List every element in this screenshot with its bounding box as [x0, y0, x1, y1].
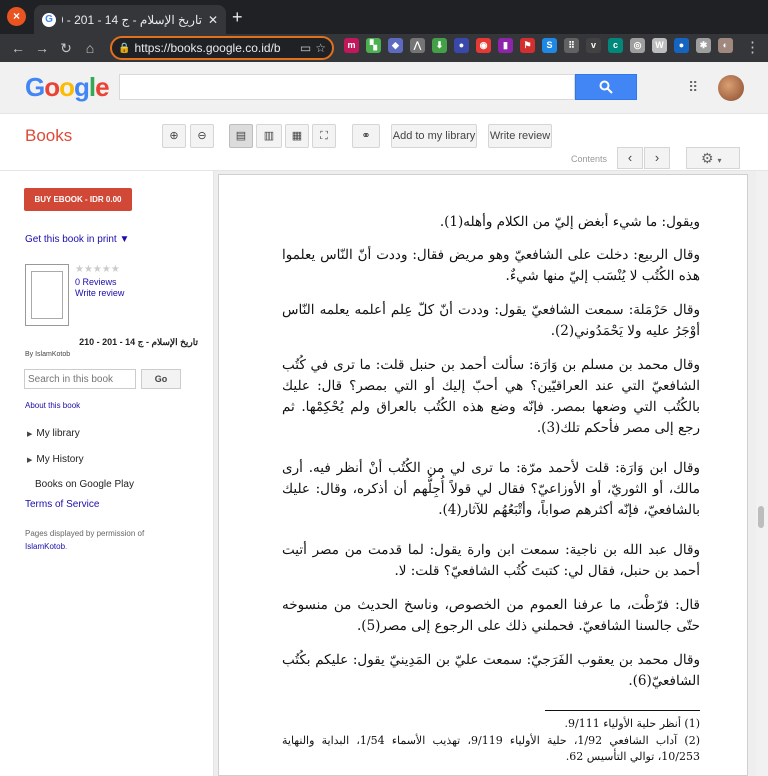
search-icon: [599, 80, 613, 94]
browser-toolbar: [0, 34, 768, 62]
page-paragraph: وقال الربيع: دخلت على الشافعيّ وهو مريض فقال: وددت أنّ النّاس يعلموا هذه الكُتُب لا يُنْسَب إليّ منها شيءٌ.: [282, 247, 700, 284]
browser-menu-icon[interactable]: ⋮: [745, 39, 760, 56]
write-review-button[interactable]: Write review: [488, 124, 552, 148]
page-paragraph: وقال محمد بن يعقوب الفَرَجيّ: سمعت عليّ بن المَدِينيّ يقول: عليكم بكُتُب الشافعيّ(6).: [282, 652, 700, 689]
extension-icon[interactable]: ✱: [696, 38, 711, 53]
browser-tab[interactable]: [34, 5, 226, 34]
gear-icon: ⚙: [701, 150, 714, 166]
reviews-link[interactable]: 0 Reviews: [75, 277, 117, 287]
previous-page-button[interactable]: ‹: [617, 147, 643, 169]
my-library-label: My library: [36, 428, 80, 439]
books-on-play-link[interactable]: Books on Google Play: [35, 479, 134, 490]
terms-of-service-link[interactable]: Terms of Service: [25, 499, 100, 510]
settings-button[interactable]: [686, 147, 740, 169]
triangle-right-icon: ▶: [27, 457, 33, 464]
new-tab-button[interactable]: +: [232, 7, 243, 27]
page-paragraph: وقال محمد بن مسلم بن وَارَة: سألت أحمد بن حنبل قلت: ما ترى في كُتُب الشافعيّ التي عند العراقيّين؟ هي أحبّ إليك أو التي بمصر؟ قال: عليك بالكُتُب التي وضعها بمصر. فإنّه وضع هذه الكُتُب بالعراق ولم يُحْكِمْها. ثم رجع إلى مصر فأحكم تلك(3).: [282, 357, 700, 436]
contents-label[interactable]: Contents: [571, 154, 608, 164]
forward-icon[interactable]: →: [35, 40, 49, 56]
books-header: [0, 114, 768, 171]
google-logo[interactable]: Google: [25, 72, 109, 102]
extension-icon[interactable]: m: [344, 38, 359, 53]
extension-icon[interactable]: W: [652, 38, 667, 53]
address-bar[interactable]: [110, 36, 334, 60]
extensions-row: [344, 38, 733, 53]
get-in-print-link[interactable]: Get this book in print ▼: [25, 234, 130, 245]
sidebar: [0, 171, 214, 776]
thumbnail-view-button[interactable]: ▦: [285, 124, 309, 148]
extension-icon[interactable]: ▮: [498, 38, 513, 53]
write-review-link[interactable]: Write review: [75, 288, 125, 298]
extension-icon[interactable]: ●: [674, 38, 689, 53]
link-button[interactable]: ⚭: [352, 124, 380, 148]
my-history-item[interactable]: [27, 454, 84, 465]
page-paragraph: وقال عبد الله بن ناجية: سمعت ابن وارة يقول: لما قدمت من مصر أتيت أحمد بن حنبل، فقال لي: كتبتَ كُتُب الشافعيّ؟ قلت: لا.: [282, 542, 700, 579]
page-paragraph: قال: فرّطْت، ما عرفنا العموم من الخصوص، وناسخ الحديث من منسوخه حتّى جالسنا الشافعيّ. فحملني ذلك على الرجوع إلى مصر(5).: [282, 597, 700, 634]
add-to-library-button[interactable]: Add to my library: [391, 124, 477, 148]
bookmark-star-icon[interactable]: ☆: [315, 41, 326, 55]
buy-ebook-button[interactable]: BUY EBOOK - IDR 0.00: [24, 188, 132, 211]
permission-text: Pages displayed by permission of: [25, 529, 145, 538]
book-author: By IslamKotob: [25, 351, 71, 358]
extension-icon[interactable]: c: [608, 38, 623, 53]
search-in-book-input[interactable]: [24, 369, 136, 389]
cover-frame: [31, 271, 63, 319]
tab-close-icon[interactable]: ✕: [207, 12, 218, 27]
go-button[interactable]: Go: [141, 369, 181, 389]
tab-strip: [0, 0, 768, 34]
extension-icon[interactable]: ●: [454, 38, 469, 53]
footnote-divider: [545, 710, 700, 711]
extension-icon[interactable]: ◆: [388, 38, 403, 53]
footnote: (1) أنظر حلية الأولياء 9/111.: [564, 717, 700, 730]
footnote: (2) آداب الشافعي 1/92، حلية الأولياء 9/119، تهذيب الأسماء 1/54، البداية والنهاية 10/253، توالي التأسيس 62.: [282, 734, 701, 763]
book-title: تاريخ الإسلام - ج 14 - 201 - 210: [79, 337, 198, 347]
period-text: .: [65, 542, 68, 551]
apps-grid-icon[interactable]: ⠿: [688, 79, 699, 95]
extension-icon[interactable]: S: [542, 38, 557, 53]
triangle-right-icon: ▶: [27, 431, 33, 438]
avatar[interactable]: [718, 75, 744, 101]
next-page-button[interactable]: ›: [644, 147, 670, 169]
books-title[interactable]: Books: [25, 126, 73, 145]
extension-icon[interactable]: ◉: [476, 38, 491, 53]
tab-title: تاريخ الإسلام - ج 14 - 201 -: [66, 12, 202, 27]
page-paragraph: ويقول: ما شيء أبغض إليّ من الكلام وأهله(1).: [439, 214, 700, 230]
google-search-input[interactable]: [119, 74, 575, 100]
about-book-link[interactable]: About this book: [25, 401, 81, 410]
zoom-out-button[interactable]: ⊖: [190, 124, 214, 148]
install-app-icon[interactable]: ▭: [299, 41, 312, 55]
page-paragraph: وقال حَرْمَلة: سمعت الشافعيّ يقول: وددت أنّ كلّ عِلم أعلمه يعلمه النّاس أوْجَرُ عليه ولا يَحْمَدُوني(2).: [282, 302, 700, 339]
extension-icon[interactable]: ⬇: [432, 38, 447, 53]
scroll-thumb[interactable]: [758, 506, 764, 528]
back-icon[interactable]: ←: [11, 40, 25, 56]
google-favicon-icon: G: [42, 13, 56, 27]
reader-scrollbar[interactable]: [756, 171, 768, 776]
my-library-item[interactable]: [27, 428, 80, 439]
extension-icon[interactable]: ▚: [366, 38, 381, 53]
extension-icon[interactable]: ◎: [630, 38, 645, 53]
extension-icon[interactable]: ⋀: [410, 38, 425, 53]
publisher-link[interactable]: IslamKotob: [25, 542, 66, 551]
google-search-button[interactable]: [575, 74, 637, 100]
lock-icon: 🔒: [118, 42, 131, 54]
fullscreen-button[interactable]: ⛶: [312, 124, 336, 148]
extension-icon[interactable]: ◐: [718, 38, 733, 53]
single-page-view-button[interactable]: ▤: [229, 124, 253, 148]
book-cover[interactable]: [25, 264, 69, 326]
my-history-label: My History: [36, 454, 84, 465]
extension-icon[interactable]: ⚑: [520, 38, 535, 53]
chevron-down-icon: ▾: [717, 156, 722, 165]
extension-icon[interactable]: v: [586, 38, 601, 53]
zoom-in-button[interactable]: ⊕: [162, 124, 186, 148]
window-close-button[interactable]: ×: [7, 7, 26, 26]
reload-icon[interactable]: ↻: [60, 40, 72, 56]
permission-note: [25, 527, 205, 553]
page-paragraph: وقال ابن وَارَة: قلت لأحمد مرّة: ما ترى لي من الكُتُب أنْ أنظر فيه. أرى مالك، أو الثوريّ، أو الأوزاعيّ؟ فقال لي قولاً أُجِلُّهم أن أذكره، وقال: عليك بالشافعيّ، فإنّه أكثرهم صواباً، وأتْبَعُهُم للآثار(4).: [282, 460, 700, 518]
url-text[interactable]: https://books.google.co.id/b: [134, 41, 281, 55]
rating-stars[interactable]: ★★★★★: [75, 264, 120, 275]
home-icon[interactable]: ⌂: [85, 40, 95, 56]
two-page-view-button[interactable]: ▥: [256, 124, 282, 148]
google-bar: [0, 62, 768, 114]
extension-icon[interactable]: ⠿: [564, 38, 579, 53]
